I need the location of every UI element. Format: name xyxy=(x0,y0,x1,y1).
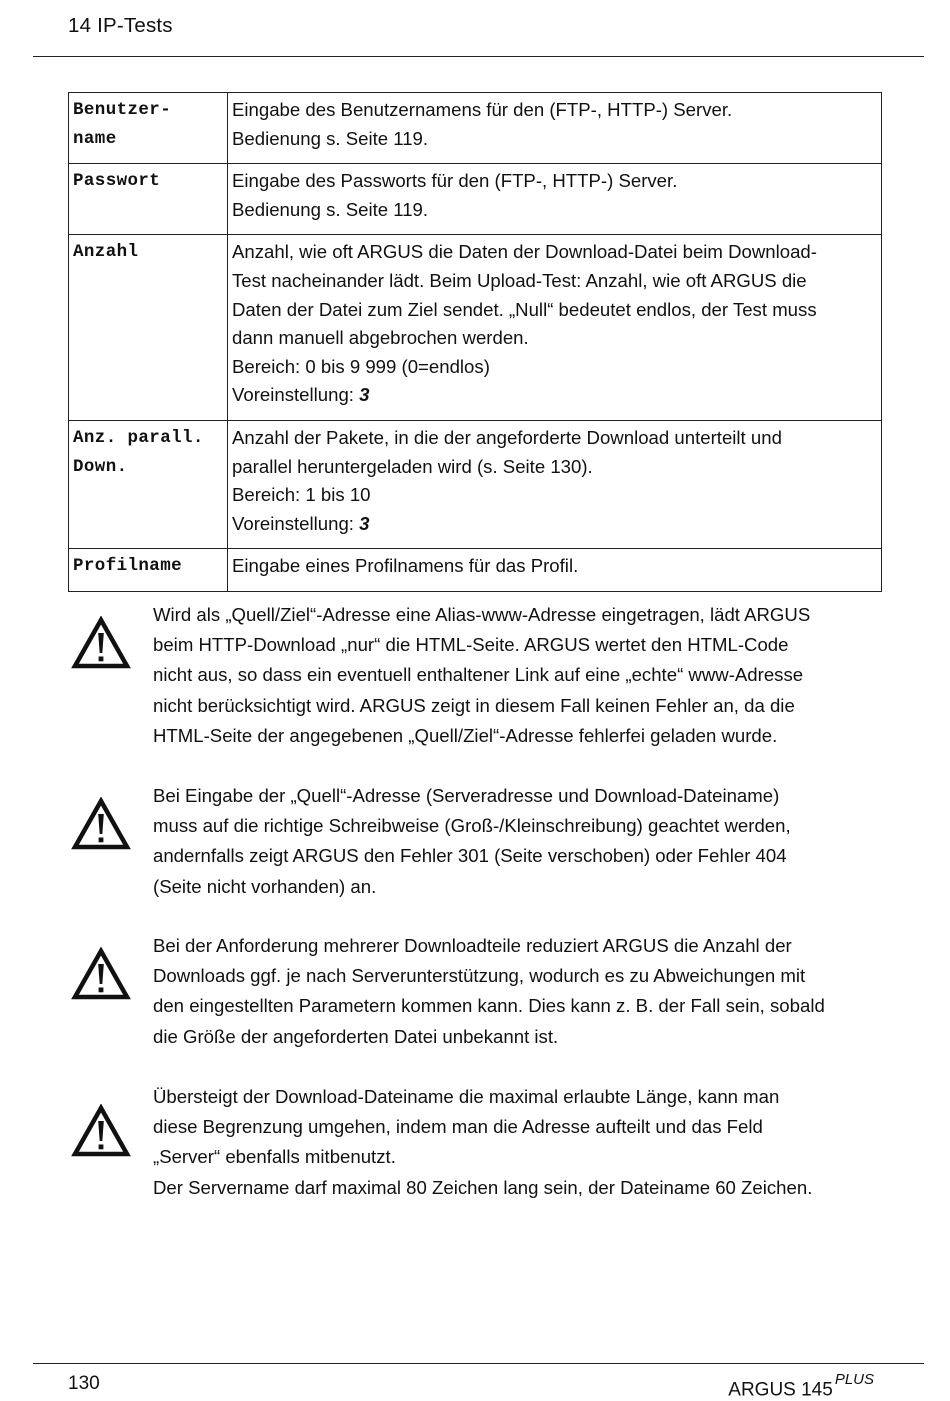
product-name xyxy=(728,1371,874,1401)
table-row xyxy=(69,93,882,164)
description-line: Eingabe des Benutzernamens für den (FTP-, HTTP-) Server. xyxy=(232,99,733,120)
note-line: diese Begrenzung umgehen, indem man die Adresse aufteilt und das Feld xyxy=(153,1116,763,1138)
parameter-name-line: name xyxy=(73,128,117,149)
note-line: nicht berücksichtigt wird. ARGUS zeigt in diesem Fall keinen Fehler an, da die xyxy=(153,694,795,716)
note-line: „Server“ ebenfalls mitbenutzt. xyxy=(153,1146,396,1168)
note-line: Bei Eingabe der „Quell“-Adresse (Serveradresse und Download-Dateiname) xyxy=(153,785,780,806)
table-row xyxy=(69,164,882,235)
page-number: 130 xyxy=(68,1373,100,1394)
parameter-description xyxy=(228,235,882,421)
description-line: Bedienung s. Seite 119. xyxy=(232,198,429,220)
warning-triangle-icon xyxy=(71,797,131,851)
note-line: beim HTTP-Download „nur“ die HTML-Seite. ARGUS wertet den HTML-Code xyxy=(153,634,789,656)
product-name-suffix: PLUS xyxy=(834,1371,874,1388)
default-setting-label: Voreinstellung: xyxy=(232,384,360,406)
parameter-name-line: Anz. parall. xyxy=(73,427,204,448)
description-line: parallel heruntergeladen wird (s. Seite 130). xyxy=(232,455,593,477)
note-line: Downloads ggf. je nach Serverunterstützung, wodurch es zu Abweichungen mit xyxy=(153,965,806,987)
parameter-name xyxy=(69,235,228,421)
note-line: HTML-Seite der angegebenen „Quell/Ziel“-Adresse fehlerfei geladen wurde. xyxy=(153,724,778,746)
description-line: Daten der Datei zum Ziel sendet. „Null“ bedeutet endlos, der Test muss xyxy=(232,298,817,320)
note-line: Wird als „Quell/Ziel“-Adresse eine Alias-www-Adresse eingetragen, lädt ARGUS xyxy=(153,604,811,625)
note-line: nicht aus, so dass ein eventuell enthaltener Link auf eine „echte“ www-Adresse xyxy=(153,664,804,686)
product-name-text: ARGUS 145 xyxy=(728,1379,833,1401)
note-line: Der Servername darf maximal 80 Zeichen lang sein, der Dateiname 60 Zeichen. xyxy=(153,1176,813,1198)
default-setting-value: 3 xyxy=(359,512,370,534)
note-line: andernfalls zeigt ARGUS den Fehler 301 (Seite verschoben) oder Fehler 404 xyxy=(153,845,787,867)
note-line: (Seite nicht vorhanden) an. xyxy=(153,875,377,897)
page-header-title: 14 IP-Tests xyxy=(68,14,173,37)
warning-triangle-icon xyxy=(71,616,131,670)
warning-triangle-icon xyxy=(71,1104,131,1158)
parameter-name xyxy=(69,420,228,548)
parameter-description xyxy=(228,164,882,235)
parameter-description xyxy=(228,420,882,548)
parameter-description xyxy=(228,549,882,592)
parameter-name-line: Passwort xyxy=(73,171,161,192)
description-line: Anzahl, wie oft ARGUS die Daten der Download-Datei beim Download- xyxy=(232,241,817,263)
note-line: den eingestellten Parametern kommen kann. Dies kann z. B. der Fall sein, sobald xyxy=(153,995,825,1017)
parameter-table xyxy=(68,92,882,592)
note-line: die Größe der angeforderten Datei unbekannt ist. xyxy=(153,1025,559,1047)
description-line: Test nacheinander lädt. Beim Upload-Test: Anzahl, wie oft ARGUS die xyxy=(232,269,807,291)
description-line: Bereich: 1 bis 10 xyxy=(232,484,371,506)
default-setting xyxy=(232,510,873,539)
note-line: Übersteigt der Download-Dateiname die maximal erlaubte Länge, kann man xyxy=(153,1086,780,1107)
warning-note-text xyxy=(153,600,883,751)
description-line: dann manuell abgebrochen werden. xyxy=(232,327,529,349)
description-line: Bedienung s. Seite 119. xyxy=(232,127,429,149)
table-row xyxy=(69,549,882,592)
warning-note-text xyxy=(153,781,883,902)
parameter-name-line: Benutzer- xyxy=(73,100,172,120)
description-line: Eingabe des Passworts für den (FTP-, HTTP-) Server. xyxy=(232,170,678,192)
description-line: Eingabe eines Profilnamens für das Profil. xyxy=(232,555,579,577)
note-line: Bei der Anforderung mehrerer Downloadteile reduziert ARGUS die Anzahl der xyxy=(153,935,792,956)
default-setting-label: Voreinstellung: xyxy=(232,512,360,534)
footer-divider xyxy=(33,1363,924,1364)
default-setting-value: 3 xyxy=(359,384,370,406)
table-row xyxy=(69,420,882,548)
description-line: Anzahl der Pakete, in die der angeforderte Download unterteilt und xyxy=(232,426,782,448)
warning-triangle-icon xyxy=(71,947,131,1001)
parameter-name-line: Profilname xyxy=(73,556,183,577)
warning-note-text xyxy=(153,931,883,1052)
default-setting xyxy=(232,381,873,410)
parameter-name-line: Anzahl xyxy=(73,242,139,263)
parameter-name-line: Down. xyxy=(73,456,128,477)
description-line: Bereich: 0 bis 9 999 (0=endlos) xyxy=(232,355,490,377)
note-line: muss auf die richtige Schreibweise (Groß-/Kleinschreibung) geachtet werden, xyxy=(153,815,791,837)
parameter-name xyxy=(69,164,228,235)
table-row xyxy=(69,235,882,421)
parameter-description xyxy=(228,93,882,164)
parameter-name xyxy=(69,93,228,164)
warning-note-text xyxy=(153,1082,883,1203)
parameter-name xyxy=(69,549,228,592)
header-divider xyxy=(33,56,924,57)
